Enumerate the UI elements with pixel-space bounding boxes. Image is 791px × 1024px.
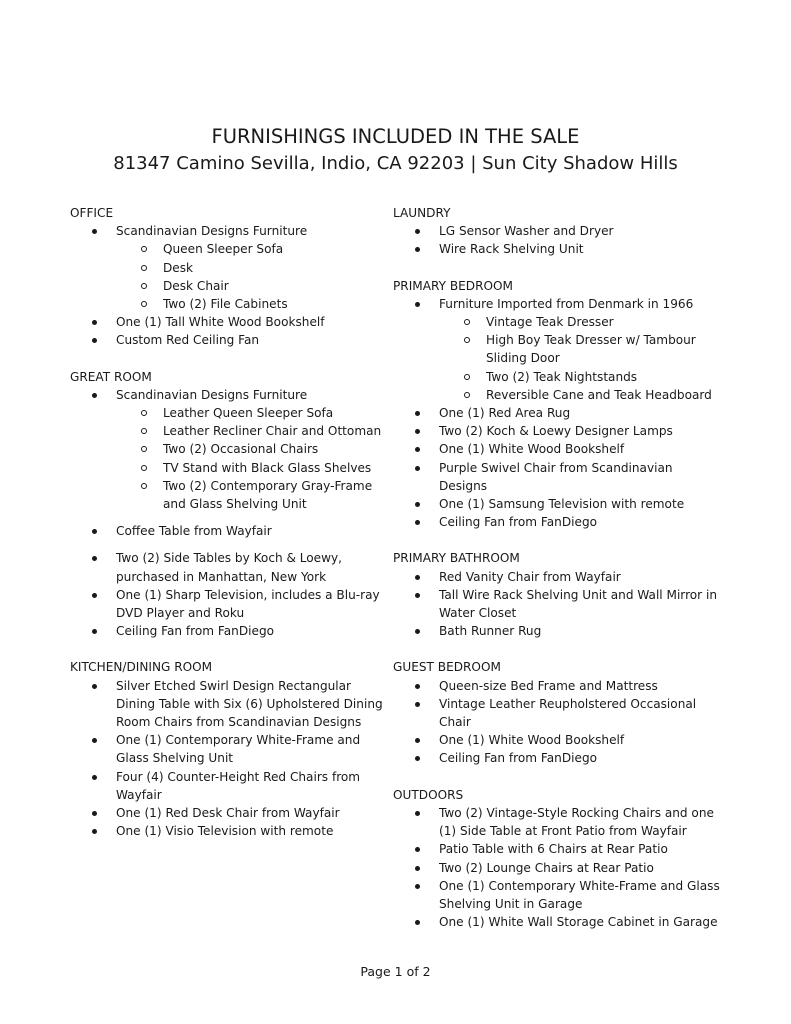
- bullet-icon: [415, 302, 420, 307]
- section-primary-bedroom: [393, 277, 723, 532]
- bullet-icon: [92, 320, 97, 325]
- list-item: [393, 495, 723, 513]
- sub-list-item: [116, 277, 388, 295]
- list-item-text: Purple Swivel Chair from Scandinavian Designs: [439, 460, 673, 493]
- list-item-text: Furniture Imported from Denmark in 1966: [439, 296, 694, 311]
- list-item: [70, 222, 388, 313]
- circle-bullet-icon: [141, 428, 147, 434]
- list-item: [393, 731, 723, 749]
- bullet-icon: [92, 684, 97, 689]
- section-heading: GUEST BEDROOM: [393, 660, 501, 675]
- circle-bullet-icon: [141, 446, 147, 452]
- section-heading: OFFICE: [70, 206, 114, 220]
- list-item-text: One (1) White Wall Storage Cabinet in Garage: [439, 915, 718, 930]
- list-item: [70, 386, 388, 513]
- bullet-icon: [92, 738, 97, 743]
- list-item: [70, 731, 388, 767]
- list-item: [393, 859, 723, 877]
- bullet-icon: [415, 884, 420, 889]
- list-item-text: One (1) Sharp Television, includes a Blu-ray DVD Player and Roku: [116, 587, 380, 621]
- list-item: [393, 840, 723, 858]
- sub-list-item-text: Vintage Teak Dresser: [486, 315, 614, 330]
- list-item: [70, 313, 388, 331]
- section-primary-bathroom: [393, 549, 723, 640]
- list-item-text: One (1) Red Desk Chair from Wayfair: [116, 806, 340, 821]
- list-item-text: Two (2) Vintage-Style Rocking Chairs and one (1) Side Table at Front Patio from Wayfair: [439, 805, 714, 839]
- list-item-text: Two (2) Side Tables by Koch & Loewy, purchased in Manhattan, New York: [116, 551, 343, 584]
- sub-list-item-text: Leather Queen Sleeper Sofa: [163, 406, 334, 421]
- sub-item-list: [116, 240, 388, 313]
- list-item-text: One (1) White Wood Bookshelf: [439, 442, 625, 457]
- list-item-text: Bath Runner Rug: [439, 624, 542, 639]
- bullet-icon: [415, 684, 420, 689]
- sub-list-item: [439, 331, 723, 367]
- bullet-icon: [415, 520, 420, 525]
- sub-list-item-text: Two (2) Teak Nightstands: [486, 369, 638, 384]
- list-item-text: One (1) Contemporary White-Frame and Glass Shelving Unit in Garage: [439, 878, 720, 911]
- section-heading: OUTDOORS: [393, 787, 464, 802]
- right-column: [393, 204, 723, 949]
- list-item: [393, 404, 723, 422]
- list-item: [393, 440, 723, 458]
- list-item: [393, 877, 723, 913]
- sub-list-item: [116, 459, 388, 477]
- list-item-text: One (1) Visio Television with remote: [116, 824, 334, 839]
- list-item: [393, 749, 723, 767]
- sub-list-item: [439, 386, 723, 404]
- sub-list-item: [116, 240, 388, 258]
- list-item: [393, 622, 723, 640]
- circle-bullet-icon: [141, 301, 147, 307]
- item-list: [393, 804, 723, 931]
- list-item: [70, 768, 388, 804]
- list-item-text: Ceiling Fan from FanDiego: [439, 515, 598, 530]
- sub-list-item: [116, 422, 388, 440]
- sub-list-item-text: Two (2) Occasional Chairs: [163, 442, 319, 457]
- bullet-icon: [92, 393, 97, 398]
- list-item: [70, 549, 388, 585]
- circle-bullet-icon: [464, 319, 470, 325]
- list-item-text: One (1) Red Area Rug: [439, 406, 571, 421]
- sub-list-item-text: Desk Chair: [163, 278, 229, 293]
- section-heading: PRIMARY BATHROOM: [393, 551, 520, 566]
- bullet-icon: [415, 756, 420, 761]
- sub-list-item-text: Two (2) File Cabinets: [163, 297, 288, 312]
- bullet-icon: [415, 429, 420, 434]
- bullet-icon: [415, 247, 420, 252]
- list-item: [393, 804, 723, 840]
- list-item-text: Two (2) Koch & Loewy Designer Lamps: [439, 424, 673, 439]
- bullet-icon: [415, 593, 420, 598]
- bullet-icon: [415, 738, 420, 743]
- circle-bullet-icon: [141, 465, 147, 471]
- sub-list-item-text: Queen Sleeper Sofa: [163, 242, 284, 257]
- list-item: [393, 459, 723, 495]
- sub-list-item-text: TV Stand with Black Glass Shelves: [163, 460, 372, 475]
- list-item-text: Scandinavian Designs Furniture: [116, 224, 308, 239]
- item-list: [70, 222, 388, 349]
- circle-bullet-icon: [141, 410, 147, 416]
- list-item: [393, 222, 723, 240]
- section-kitchen-dining-room: [70, 658, 388, 840]
- page-footer: Page 1 of 2: [360, 964, 431, 979]
- circle-bullet-icon: [464, 337, 470, 343]
- list-item-text: Patio Table with 6 Chairs at Rear Patio: [439, 842, 668, 857]
- item-list: [393, 568, 723, 641]
- item-list: [393, 677, 723, 768]
- bullet-icon: [415, 229, 420, 234]
- list-item: [393, 422, 723, 440]
- bullet-icon: [92, 556, 97, 561]
- list-item-text: Custom Red Ceiling Fan: [116, 333, 260, 348]
- item-list: [393, 222, 723, 258]
- bullet-icon: [415, 629, 420, 634]
- sub-list-item-text: High Boy Teak Dresser w/ Tambour Sliding Door: [486, 333, 696, 366]
- list-item-text: Red Vanity Chair from Wayfair: [439, 569, 621, 584]
- section-guest-bedroom: [393, 658, 723, 767]
- item-list: [393, 295, 723, 532]
- list-item: [393, 295, 723, 404]
- list-item-text: Queen-size Bed Frame and Mattress: [439, 678, 658, 693]
- sub-list-item-text: Reversible Cane and Teak Headboard: [486, 387, 712, 402]
- list-item-text: Silver Etched Swirl Design Rectangular Dining Table with Six (6) Upholstered Dining Room Chairs from Scandinavian Designs: [116, 678, 383, 730]
- bullet-icon: [92, 593, 97, 598]
- sub-list-item: [116, 404, 388, 422]
- bullet-icon: [92, 811, 97, 816]
- item-list: [70, 677, 388, 841]
- bullet-icon: [92, 338, 97, 343]
- list-item: [70, 622, 388, 640]
- section-laundry: [393, 204, 723, 259]
- list-item-text: Two (2) Lounge Chairs at Rear Patio: [439, 860, 654, 875]
- bullet-icon: [415, 411, 420, 416]
- list-item-text: One (1) White Wood Bookshelf: [439, 733, 625, 748]
- bullet-icon: [415, 502, 420, 507]
- sub-list-item-text: Leather Recliner Chair and Ottoman: [163, 424, 382, 439]
- bullet-icon: [415, 447, 420, 452]
- list-item: [70, 677, 388, 732]
- page-title: FURNISHINGS INCLUDED IN THE SALE: [211, 125, 580, 148]
- sub-list-item: [439, 313, 723, 331]
- section-outdoors: [393, 786, 723, 932]
- left-column: [70, 204, 388, 859]
- circle-bullet-icon: [464, 374, 470, 380]
- section-great-room: [70, 368, 388, 641]
- list-item: [393, 586, 723, 622]
- list-item: [70, 522, 388, 540]
- list-item-text: Ceiling Fan from FanDiego: [439, 751, 598, 766]
- sub-list-item: [439, 368, 723, 386]
- sub-item-list: [116, 404, 388, 513]
- list-item-text: One (1) Tall White Wood Bookshelf: [116, 315, 325, 330]
- list-item: [70, 804, 388, 822]
- section-heading: GREAT ROOM: [70, 369, 152, 384]
- list-item-text: Scandinavian Designs Furniture: [116, 387, 308, 402]
- list-item-text: LG Sensor Washer and Dryer: [439, 224, 614, 239]
- sub-list-item: [116, 477, 388, 513]
- bullet-icon: [92, 829, 97, 834]
- circle-bullet-icon: [141, 265, 147, 271]
- list-item-text: One (1) Contemporary White-Frame and Glass Shelving Unit: [116, 733, 361, 766]
- item-list: [70, 386, 388, 641]
- sub-list-item: [116, 295, 388, 313]
- bullet-icon: [415, 811, 420, 816]
- bullet-icon: [92, 629, 97, 634]
- bullet-icon: [415, 702, 420, 707]
- bullet-icon: [415, 920, 420, 925]
- list-item: [70, 331, 388, 349]
- list-item: [393, 695, 723, 731]
- bullet-icon: [92, 229, 97, 234]
- sub-item-list: [439, 313, 723, 404]
- section-heading: KITCHEN/DINING ROOM: [70, 660, 213, 675]
- section-heading: PRIMARY BEDROOM: [393, 278, 513, 293]
- list-item-text: Wire Rack Shelving Unit: [439, 242, 584, 257]
- list-item: [70, 586, 388, 622]
- sub-list-item: [116, 259, 388, 277]
- bullet-icon: [92, 529, 97, 534]
- bullet-icon: [415, 866, 420, 871]
- list-item: [70, 822, 388, 840]
- list-item-text: Vintage Leather Reupholstered Occasional Chair: [439, 696, 697, 730]
- circle-bullet-icon: [141, 283, 147, 289]
- circle-bullet-icon: [464, 392, 470, 398]
- circle-bullet-icon: [141, 246, 147, 252]
- sub-list-item-text: Two (2) Contemporary Gray-Frame and Glass Shelving Unit: [163, 478, 373, 512]
- list-item-text: Tall Wire Rack Shelving Unit and Wall Mirror in Water Closet: [439, 587, 718, 621]
- page-subtitle: 81347 Camino Sevilla, Indio, CA 92203 | Sun City Shadow Hills: [113, 153, 678, 174]
- list-item-text: Four (4) Counter-Height Red Chairs from Wayfair: [116, 769, 361, 802]
- circle-bullet-icon: [141, 483, 147, 489]
- bullet-icon: [415, 575, 420, 580]
- bullet-icon: [415, 847, 420, 852]
- sub-list-item: [116, 440, 388, 458]
- list-item: [393, 677, 723, 695]
- list-item-text: One (1) Samsung Television with remote: [439, 497, 685, 512]
- list-item-text: Ceiling Fan from FanDiego: [116, 624, 275, 639]
- bullet-icon: [92, 775, 97, 780]
- bullet-icon: [415, 466, 420, 471]
- list-item-text: Coffee Table from Wayfair: [116, 524, 272, 539]
- sub-list-item-text: Desk: [163, 260, 194, 275]
- list-item: [393, 513, 723, 531]
- list-item: [393, 913, 723, 931]
- section-heading: LAUNDRY: [393, 206, 451, 220]
- list-item: [393, 568, 723, 586]
- list-item: [393, 240, 723, 258]
- section-office: [70, 204, 388, 350]
